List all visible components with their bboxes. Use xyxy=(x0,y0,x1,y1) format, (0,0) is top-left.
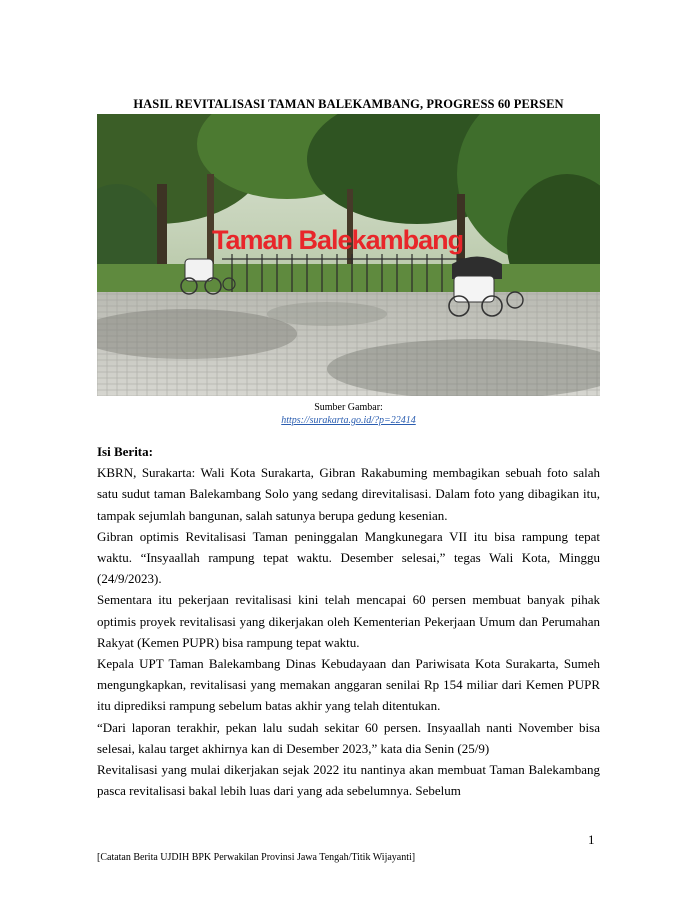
photo-caption xyxy=(97,401,600,427)
sign-text: Taman Balekambang xyxy=(212,225,464,255)
caption-label: Sumber Gambar: xyxy=(314,402,383,413)
document-title: HASIL REVITALISASI TAMAN BALEKAMBANG, PROGRESS 60 PERSEN xyxy=(133,97,564,111)
paragraph-6: Revitalisasi yang mulai dikerjakan sejak 2022 itu nantinya akan membuat Taman Balekambang pasca revitalisasi bakal lebih luas dari yang ada sebelumnya. Sebelum xyxy=(97,762,600,799)
paragraph-4: Kepala UPT Taman Balekambang Dinas Kebudayaan dan Pariwisata Kota Surakarta, Sumeh mengungkapkan, revitalisasi yang memakan anggaran senilai Rp 154 miliar dari Kemen PUPR itu diprediksi rampung sebelum batas akhir yang telah ditentukan. xyxy=(97,656,600,714)
paragraph-3: Sementara itu pekerjaan revitalisasi kini telah mencapai 60 persen membuat banyak pihak optimis proyek revitalisasi yang dikerjakan oleh Kementerian Pekerjaan Umum dan Perumahan Rakyat (Kemen PUPR) bisa rampung tepat waktu. xyxy=(97,592,600,650)
footer-note: [Catatan Berita UJDIH BPK Perwakilan Provinsi Jawa Tengah/Titik Wijayanti] xyxy=(97,852,416,863)
article-body xyxy=(97,441,600,801)
paragraph-1: KBRN, Surakarta: Wali Kota Surakarta, Gibran Rakabuming membagikan sebuah foto salah satu sudut taman Balekambang Solo yang sedang direvitalisasi. Dalam foto yang dibagikan itu, tampak sejumlah bangunan, salah satunya berupa gedung kesenian. xyxy=(97,465,600,523)
paragraph-2: Gibran optimis Revitalisasi Taman peninggalan Mangkunegara VII itu bisa rampung tepat waktu. “Insyaallah rampung tepat waktu. Desember selesai,” tegas Wali Kota, Minggu (24/9/2023). xyxy=(97,528,600,587)
park-photo xyxy=(97,114,600,396)
page-number: 1 xyxy=(588,832,595,847)
section-heading: Isi Berita: xyxy=(97,444,153,459)
source-link[interactable]: https://surakarta.go.id/?p=22414 xyxy=(281,415,416,426)
paragraph-5: “Dari laporan terakhir, pekan lalu sudah sekitar 60 persen. Insyaallah nanti November bisa selesai, kalau target akhirnya kan di Desember 2023,” kata dia Senin (25/9) xyxy=(97,719,600,756)
